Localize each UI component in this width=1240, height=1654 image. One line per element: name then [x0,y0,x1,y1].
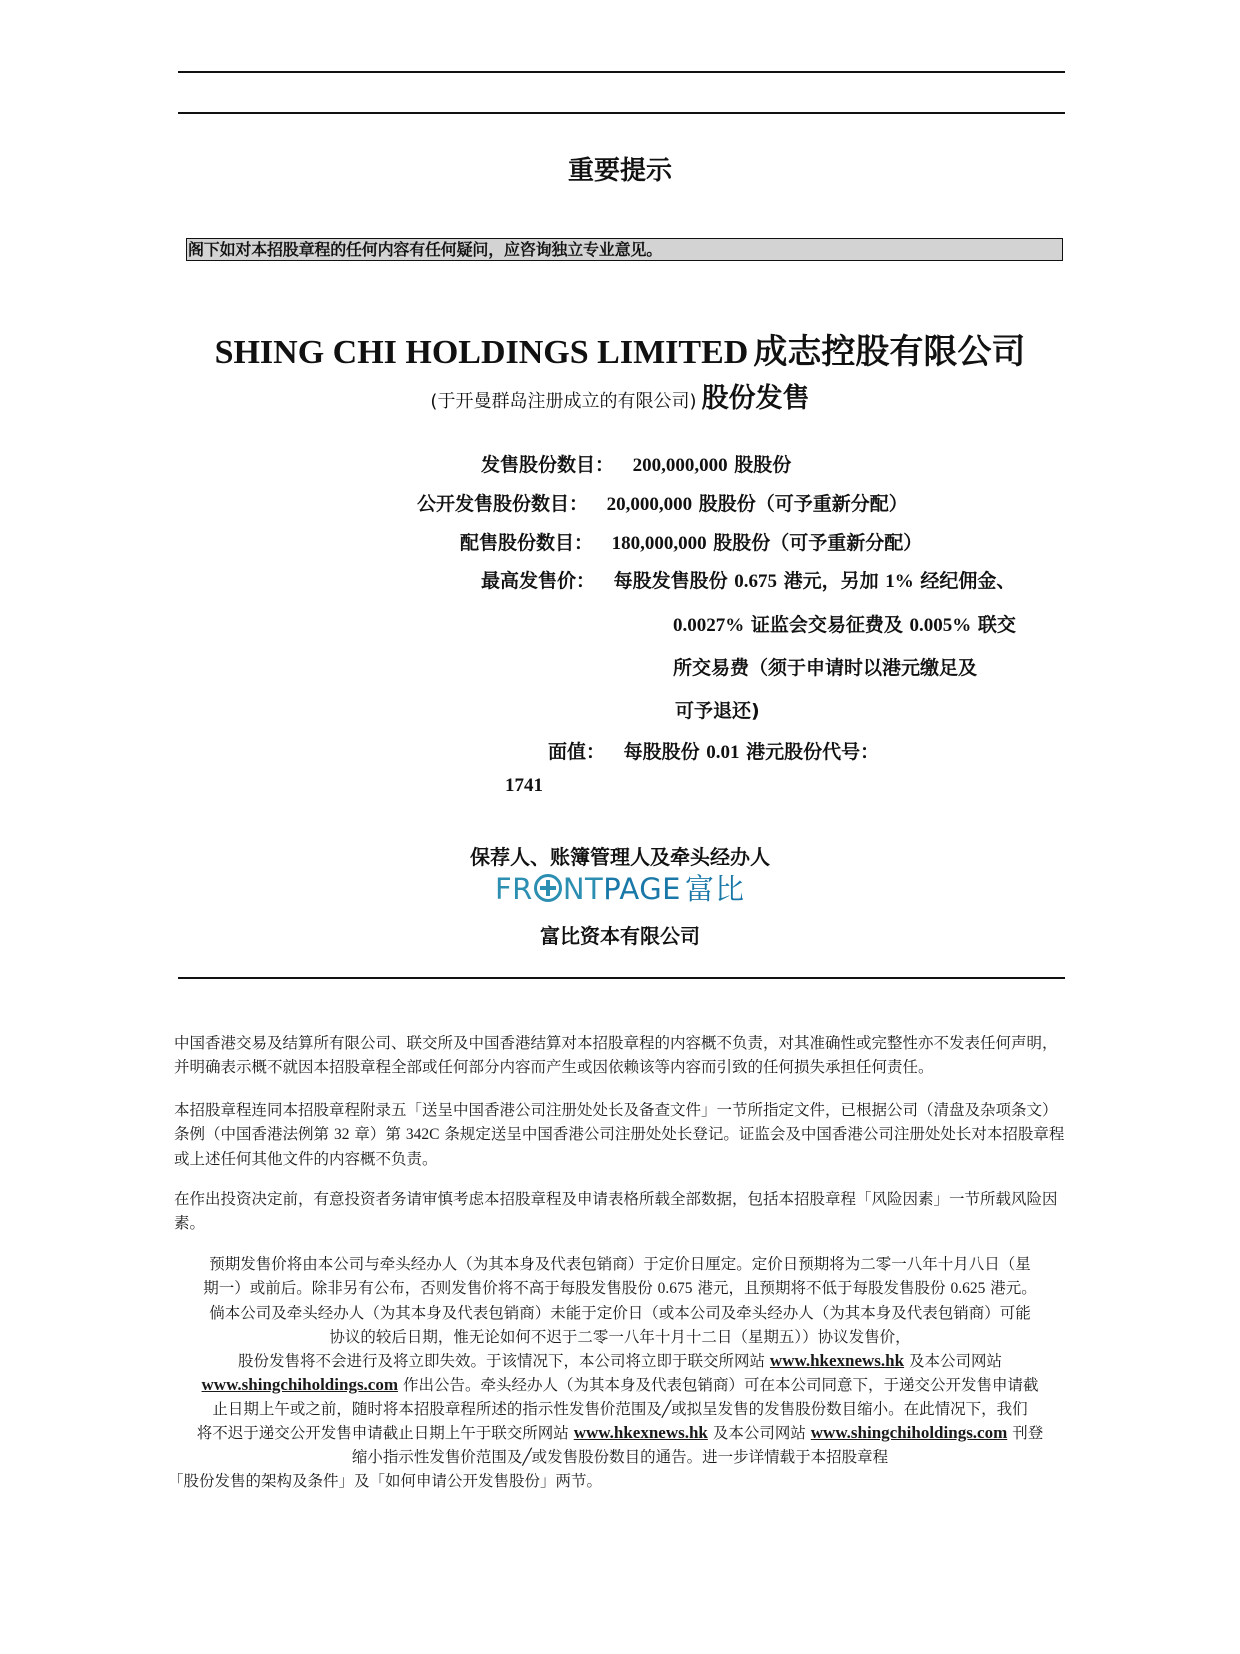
para-line [168,1349,1072,1373]
para-number: 342C [405,1126,440,1143]
para-text: 本招股章程连同本招股章程附录五「送呈中国香港公司注册处处长及备查文件」一节所指定文件，已根据公司（清盘及杂项条文）条例（中国香港法例第 [174,1101,1058,1143]
logo-text-cn: 富比 [685,872,746,906]
logo-cross-icon [534,874,562,902]
stock-code [505,774,543,797]
para-text: 章）第 [354,1125,401,1143]
para-line: 「股份发售的架构及条件」及「如何申请公开发售股份」两节。 [168,1472,603,1490]
page-title: 重要提示 [567,156,672,186]
par-value-label: 面值： [548,741,606,763]
max-price-row [481,566,1015,593]
par-value: 0.01 [706,742,740,763]
max-price-line-2 [673,610,1016,637]
disclaimer-paragraph: 中国香港交易及结算所有限公司、联交所及中国香港结算对本招股章程的内容概不负责，对其准确性或完整性亦不发表任何声明，并明确表示概不就因本招股章程全部或任何部分内容而产生或因依赖该等内容而引致的任何损失承担任何责任。 [174,1034,1058,1076]
sponsor-name: 富比资本有限公司 [540,924,700,948]
placing-label: 配售股份数目： [460,532,594,554]
hkexnews-link[interactable]: www.hkexnews.hk [573,1423,708,1442]
max-price-text: 每股发售股份 [613,570,728,592]
para-line: 预期发售价将由本公司与牵头经办人（为其本身及代表包销商）于定价日厘定。定价日预期将为二零一八年十月八日（星 [209,1255,1031,1273]
par-value-text: 每股股份 [623,741,700,763]
para-text: 及本公司网站 [909,1352,1003,1370]
para-text: 将不迟于递交公开发售申请截止日期上午于联交所网站 [196,1424,569,1442]
stock-code-label: 港元股份代号： [746,741,880,763]
para-line [168,1373,1072,1397]
offering-line [0,381,1240,420]
para-line [168,1421,1072,1445]
public-offer-unit: 股股份（可予重新分配） [698,493,908,515]
max-offer-price: 0.675 [657,1280,693,1297]
max-price-text: 港元，另加 [783,570,879,592]
max-price-label: 最高发售价： [481,570,596,592]
placing-unit: 股股份（可予重新分配） [713,532,923,554]
offer-shares-unit: 股股份 [734,454,792,476]
para-text: 港元，且预期将不低于每股发售股份 [697,1279,946,1297]
stock-code-value: 1741 [505,775,543,796]
company-website-link[interactable]: www.shingchiholdings.com [810,1423,1008,1442]
max-price-line-3: 所交易费（须于申请时以港元缴足及 [673,657,978,679]
frontpage-logo [0,872,1240,906]
placing-value: 180,000,000 [611,533,707,554]
min-offer-price: 0.625 [950,1280,986,1297]
para-text: 港元。 [990,1279,1037,1297]
company-name-cn: 成志控股有限公司 [753,332,1026,372]
par-value-row [548,737,879,764]
second-rule [178,112,1065,114]
para-number: 32 [333,1126,350,1143]
para-text: 条规定送呈中国香港公司注册处处长登记。证监会及中国香港公司注册处处长对本招股章程或上述任何其他文件的内容概不负责。 [174,1125,1065,1168]
brokerage-rate: 1% [885,571,914,592]
max-price-value: 0.675 [734,571,778,592]
sponsor-rule [178,977,1065,979]
company-website-link[interactable]: www.shingchiholdings.com [201,1375,399,1394]
sponsor-heading: 保荐人、账簿管理人及牵头经办人 [470,845,770,869]
logo-text: PAGE [603,872,681,906]
max-price-line-4: 可予退还) [675,700,760,722]
max-price-text: 经纪佣金、 [920,570,1016,592]
para-text: 股份发售将不会进行及将立即失效。于该情况下，本公司将立即于联交所网站 [237,1352,765,1370]
risk-paragraph: 在作出投资决定前，有意投资者务请审慎考虑本招股章程及申请表格所载全部数据，包括本招股章程「风险因素」一节所载风险因素。 [174,1190,1058,1232]
public-offer-row [417,489,908,516]
public-offer-label: 公开发售股份数目： [417,493,589,515]
hkexnews-link[interactable]: www.hkexnews.hk [769,1351,905,1370]
trading-fee-rate: 0.005% [909,615,972,636]
para-text: 作出公告。牵头经办人（为其本身及代表包销商）可在本公司同意下，于递交公开发售申请截 [402,1376,1039,1394]
advice-notice: 阁下如对本招股章程的任何内容有任何疑问，应咨询独立专业意见。 [186,238,1063,261]
para-line [168,1276,1072,1301]
sfc-levy-rate: 0.0027% [673,615,745,636]
pricing-paragraph [168,1252,1072,1493]
top-rule [178,71,1065,73]
offer-shares-value: 200,000,000 [632,455,728,476]
max-price-text: 证监会交易征费及 [750,614,903,636]
max-price-text: 联交 [977,614,1016,636]
para-text: 及本公司网站 [712,1424,806,1442]
offering-title: 股份发售 [701,383,810,414]
company-name [0,330,1240,380]
para-text: 刊登 [1012,1424,1044,1442]
placing-row [460,528,922,555]
para-line: 倘本公司及牵头经办人（为其本身及代表包销商）未能于定价日（或本公司及牵头经办人（为其本身及代表包销商）可能 [209,1304,1031,1322]
para-line: 止日期上午或之前，随时将本招股章程所述的指示性发售价范围及╱或拟呈发售的发售股份数目缩小。在此情况下，我们 [212,1400,1028,1418]
offer-shares-row [481,450,791,477]
company-name-en: SHING CHI HOLDINGS LIMITED [214,334,749,371]
logo-text: FR [494,872,533,906]
registration-paragraph [174,1098,1066,1171]
logo-text: NT [562,872,604,906]
incorporation-note: (于开曼群岛注册成立的有限公司) [430,391,697,412]
para-line: 协议的较后日期，惟无论如何不迟于二零一八年十月十二日（星期五））协议发售价， [329,1328,911,1346]
para-line: 缩小指示性发售价范围及╱或发售股份数目的通告。进一步详情载于本招股章程 [351,1448,889,1466]
offer-shares-label: 发售股份数目： [481,454,615,476]
para-text: 期一）或前后。除非另有公布，否则发售价将不高于每股发售股份 [203,1279,653,1297]
public-offer-value: 20,000,000 [606,494,693,515]
